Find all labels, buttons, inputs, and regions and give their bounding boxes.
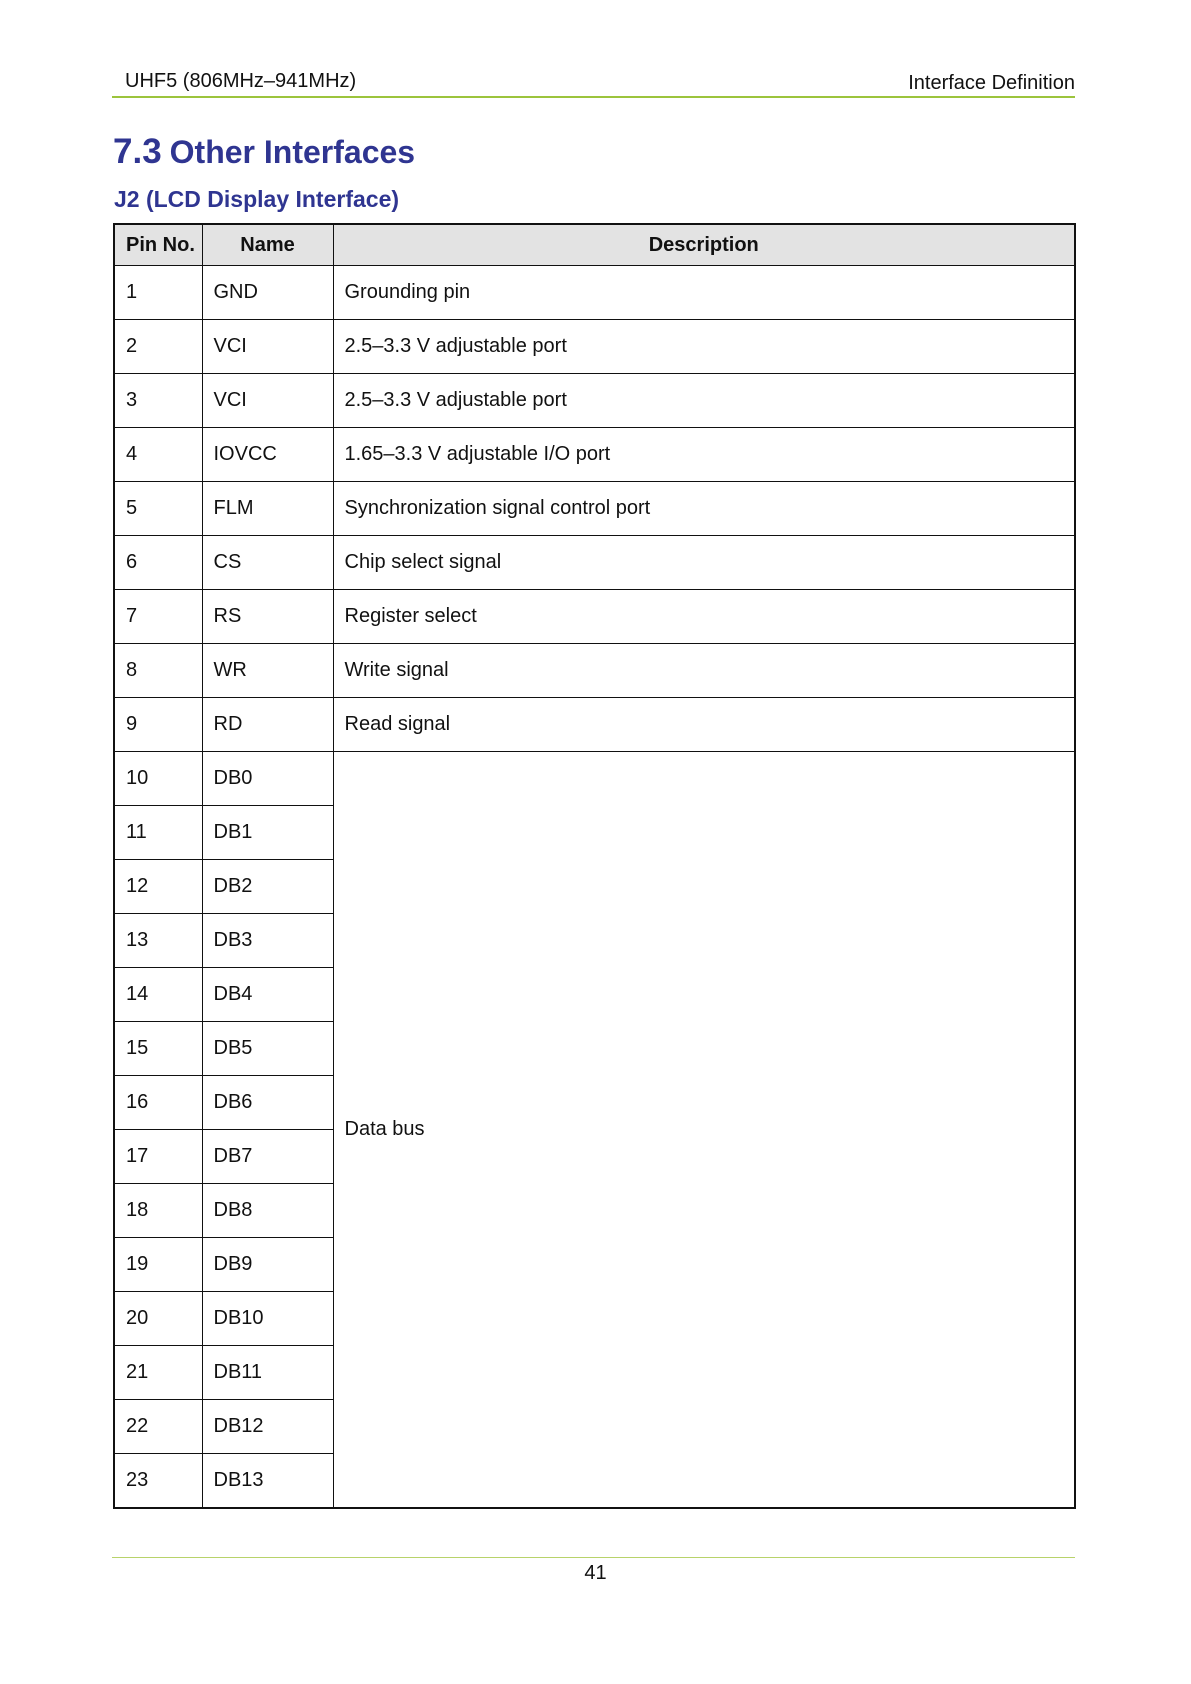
table-row xyxy=(114,644,1075,698)
pin-description: Synchronization signal control port xyxy=(333,482,1075,536)
table-row xyxy=(114,536,1075,590)
pin-number: 21 xyxy=(114,1346,202,1400)
header-chapter-title: Interface Definition xyxy=(908,72,1075,94)
pin-name: IOVCC xyxy=(202,428,333,482)
pin-name: DB11 xyxy=(202,1346,333,1400)
pin-number: 9 xyxy=(114,698,202,752)
table-row xyxy=(114,428,1075,482)
pin-number: 18 xyxy=(114,1184,202,1238)
pin-name: DB1 xyxy=(202,806,333,860)
pin-name: VCI xyxy=(202,374,333,428)
table-row xyxy=(114,590,1075,644)
pin-name: WR xyxy=(202,644,333,698)
column-header-pin: Pin No. xyxy=(114,224,202,266)
page-number: 41 xyxy=(584,1562,607,1584)
section-title: Other Interfaces xyxy=(169,134,416,170)
pin-name: DB4 xyxy=(202,968,333,1022)
table-row xyxy=(114,698,1075,752)
pin-name: DB6 xyxy=(202,1076,333,1130)
pin-number: 8 xyxy=(114,644,202,698)
pin-name: RS xyxy=(202,590,333,644)
pin-number: 22 xyxy=(114,1400,202,1454)
pin-number: 15 xyxy=(114,1022,202,1076)
pin-name: DB8 xyxy=(202,1184,333,1238)
pin-name: DB10 xyxy=(202,1292,333,1346)
table-row xyxy=(114,266,1075,320)
pin-description: 2.5–3.3 V adjustable port xyxy=(333,374,1075,428)
pin-number: 10 xyxy=(114,752,202,806)
footer-divider xyxy=(112,1557,1075,1558)
pin-number: 17 xyxy=(114,1130,202,1184)
pin-table xyxy=(113,223,1076,1509)
table-row xyxy=(114,752,1075,806)
pin-name: CS xyxy=(202,536,333,590)
pin-name: DB3 xyxy=(202,914,333,968)
pin-number: 12 xyxy=(114,860,202,914)
pin-name: DB0 xyxy=(202,752,333,806)
pin-number: 4 xyxy=(114,428,202,482)
pin-description-data-bus: Data bus xyxy=(333,752,1075,1509)
column-header-description: Description xyxy=(333,224,1075,266)
column-header-name: Name xyxy=(202,224,333,266)
pin-description: Grounding pin xyxy=(333,266,1075,320)
pin-name: DB9 xyxy=(202,1238,333,1292)
pin-name: VCI xyxy=(202,320,333,374)
pin-name: GND xyxy=(202,266,333,320)
pin-description: Read signal xyxy=(333,698,1075,752)
table-row xyxy=(114,320,1075,374)
section-number: 7.3 xyxy=(113,132,162,171)
subsection-heading: J2 (LCD Display Interface) xyxy=(114,186,400,212)
pin-name: DB5 xyxy=(202,1022,333,1076)
pin-number: 11 xyxy=(114,806,202,860)
pin-description: Chip select signal xyxy=(333,536,1075,590)
pin-number: 1 xyxy=(114,266,202,320)
pin-number: 20 xyxy=(114,1292,202,1346)
pin-description: 1.65–3.3 V adjustable I/O port xyxy=(333,428,1075,482)
pin-name: DB12 xyxy=(202,1400,333,1454)
pin-name: FLM xyxy=(202,482,333,536)
pin-number: 6 xyxy=(114,536,202,590)
pin-number: 2 xyxy=(114,320,202,374)
pin-number: 13 xyxy=(114,914,202,968)
pin-description: 2.5–3.3 V adjustable port xyxy=(333,320,1075,374)
table-row xyxy=(114,374,1075,428)
pin-number: 3 xyxy=(114,374,202,428)
pin-number: 5 xyxy=(114,482,202,536)
pin-number: 7 xyxy=(114,590,202,644)
pin-number: 14 xyxy=(114,968,202,1022)
pin-name: DB13 xyxy=(202,1454,333,1509)
header-divider xyxy=(112,96,1075,98)
section-heading xyxy=(113,132,415,172)
pin-name: DB7 xyxy=(202,1130,333,1184)
pin-description: Register select xyxy=(333,590,1075,644)
pin-name: RD xyxy=(202,698,333,752)
table-header-row xyxy=(114,224,1075,266)
pin-number: 23 xyxy=(114,1454,202,1509)
header-document-title: UHF5 (806MHz–941MHz) xyxy=(125,70,357,92)
pin-description: Write signal xyxy=(333,644,1075,698)
table-row xyxy=(114,482,1075,536)
pin-number: 16 xyxy=(114,1076,202,1130)
pin-number: 19 xyxy=(114,1238,202,1292)
pin-name: DB2 xyxy=(202,860,333,914)
